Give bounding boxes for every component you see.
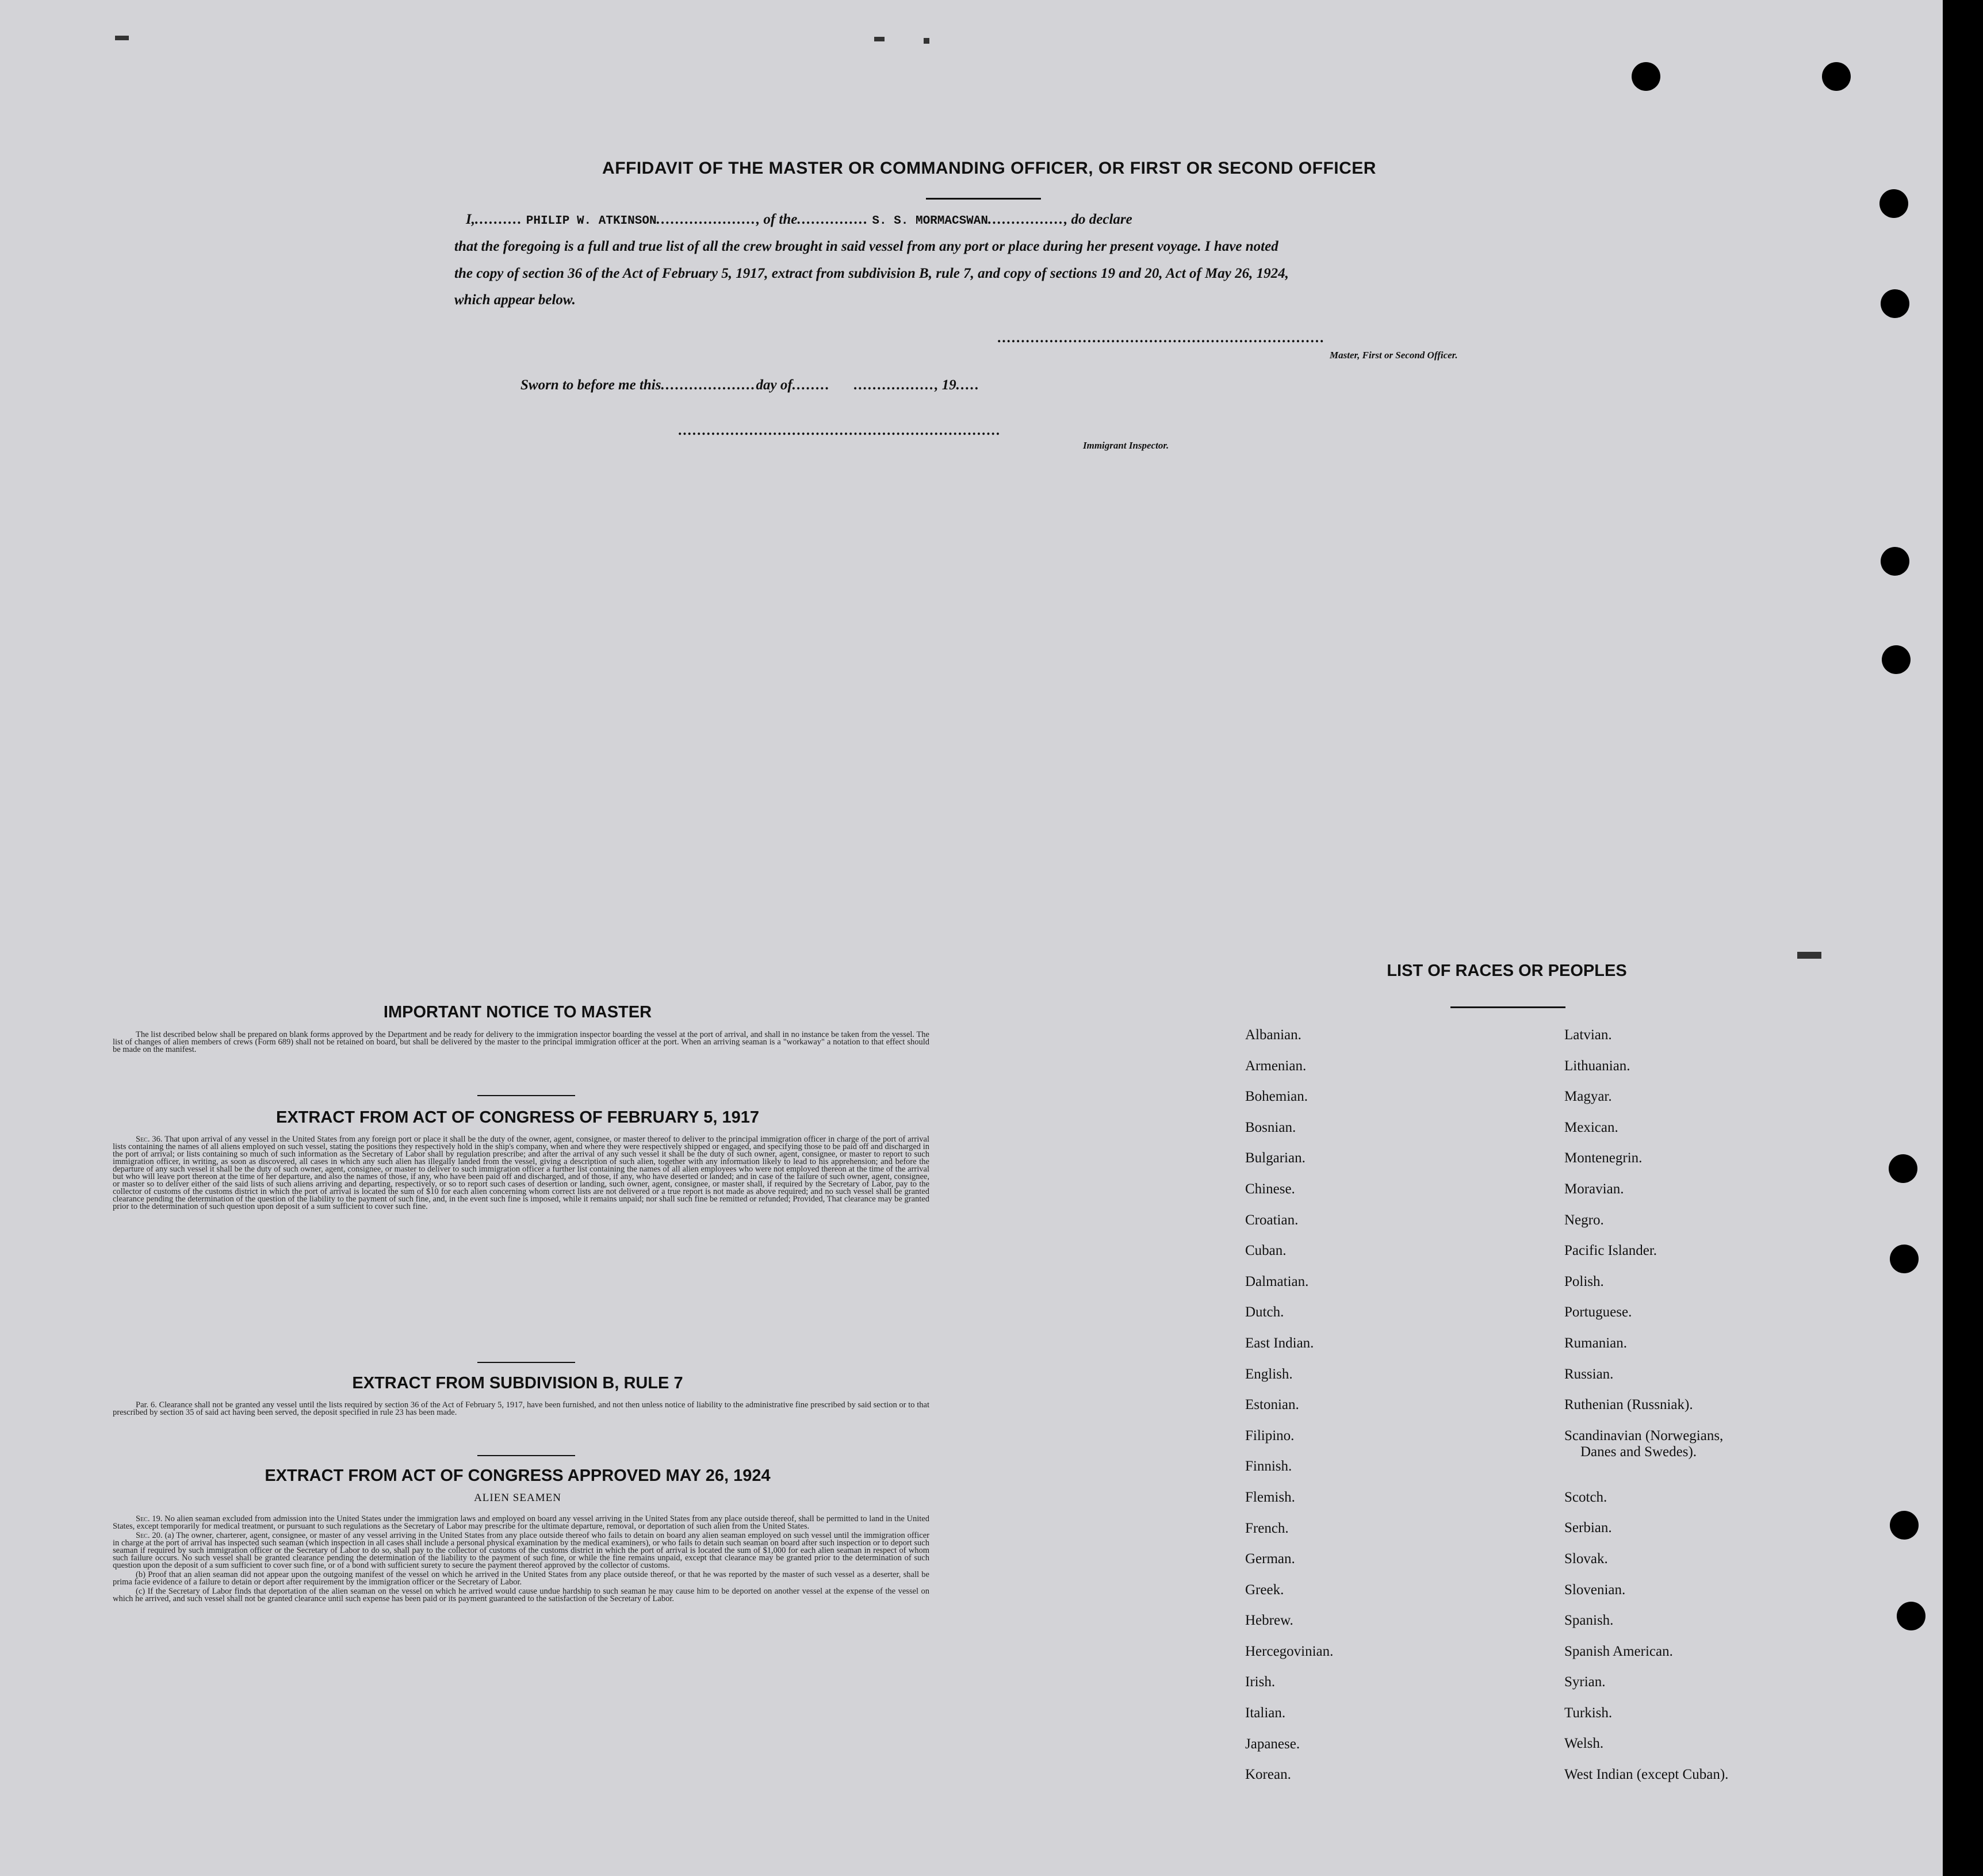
section-20b-paragraph: (b) Proof that an alien seaman did not appear upon the outgoing manifest of the vessel on which he arrived in the United States from any place outside thereof, or that he was reported by the master of such vessel as a deserter, shall be prima facie evidence of a failure to detain or deport after requirement by the immigration officer or the Secretary of Labor. — [113, 1570, 929, 1587]
inspector-caption: Immigrant Inspector. — [1083, 440, 1169, 451]
race-item: Spanish. — [1564, 1613, 1614, 1629]
race-item: Italian. — [1245, 1705, 1286, 1721]
extract-1917-body — [113, 1136, 929, 1212]
punch-hole — [1889, 1154, 1917, 1183]
race-item-multiline — [1564, 1428, 1728, 1490]
punch-hole — [1879, 189, 1908, 218]
race-item: Bulgarian. — [1245, 1150, 1306, 1166]
scan-mark — [924, 38, 929, 44]
race-item: Flemish. — [1245, 1489, 1295, 1505]
affidavit-declaration-line — [466, 212, 1132, 228]
punch-hole — [1632, 62, 1660, 91]
section-19-text: No alien seaman excluded from admission into the United States under the immigration laws and employed on board any vessel arriving in the United States from any place outside thereof, shall be permitted to land in the United States, except temporarily for medical treatment, or pursuant to such regulations as the Secretary of Labor may prescribe for the ultimate departure, removal, or deportation of such alien from the United States. — [113, 1514, 929, 1531]
sworn-prefix: Sworn to before me this — [520, 377, 661, 393]
race-item: Ruthenian (Russniak). — [1564, 1397, 1693, 1413]
race-item: West Indian (except Cuban). — [1564, 1767, 1729, 1783]
race-item-line: Scandinavian (Norwegians, — [1564, 1427, 1724, 1444]
race-item: Welsh. — [1564, 1736, 1604, 1752]
race-item: Portuguese. — [1564, 1304, 1632, 1320]
race-item: Montenegrin. — [1564, 1150, 1643, 1166]
affidavit-line-3: the copy of section 36 of the Act of February 5, 1917, extract from subdivision B, rule 7, and copy of sections 19 and 20, Act of May 26, 1924, — [454, 266, 1289, 281]
scan-mark — [1797, 952, 1821, 959]
fill-dots: .................... — [661, 377, 756, 393]
declaration-mid: , of the — [756, 212, 798, 227]
extract-1924-subtitle: ALIEN SEAMEN — [474, 1492, 561, 1504]
race-item: Syrian. — [1564, 1674, 1606, 1690]
section-label: Sec. 19. — [136, 1514, 163, 1523]
extract-1917-title: EXTRACT FROM ACT OF CONGRESS OF FEBRUARY 5, 1917 — [275, 1108, 760, 1127]
section-20a-paragraph — [113, 1532, 929, 1569]
race-item: Estonian. — [1245, 1397, 1299, 1413]
section-divider — [477, 1362, 575, 1363]
punch-hole — [1897, 1602, 1925, 1630]
affidavit-line-4: which appear below. — [454, 292, 576, 308]
races-title: LIST OF RACES OR PEOPLES — [1387, 962, 1627, 980]
declaration-suffix: , do declare — [1064, 212, 1132, 227]
race-item: Croatian. — [1245, 1212, 1299, 1228]
declaration-prefix: I, — [466, 212, 475, 227]
notice-title: IMPORTANT NOTICE TO MASTER — [383, 1003, 652, 1021]
punch-hole — [1890, 1245, 1919, 1273]
race-item: Bosnian. — [1245, 1119, 1296, 1135]
race-item: Hebrew. — [1245, 1613, 1293, 1629]
extract-rule7-body — [113, 1402, 929, 1418]
affidavit-line-2: that the foregoing is a full and true list of all the crew brought in said vessel from any port or place during her present voyage. I have noted — [454, 239, 1278, 254]
signature-caption: Master, First or Second Officer. — [1330, 350, 1458, 361]
race-item: Mexican. — [1564, 1119, 1618, 1135]
affidavit-title: AFFIDAVIT OF THE MASTER OR COMMANDING OFFICER, OR FIRST OR SECOND OFFICER — [602, 159, 1376, 178]
signature-line: ..................................................................... — [998, 330, 1326, 346]
notice-paragraph: The list described below shall be prepared on blank forms approved by the Department and be ready for delivery to the immigration inspector boarding the vessel at the port of arrival, and shall in no instance be taken from the vessel. The list of changes of alien members of crews (Form 689) shall not be retained on board, but shall be delivered by the master to the principal immigration officer at the port. When an arriving seaman is a "workaway" a notation to that effect should be made on the manifest. — [113, 1030, 929, 1054]
section-label: Sec. 20. — [136, 1531, 163, 1540]
section-20a-text: (a) The owner, charterer, agent, consignee, or master of any vessel arriving in the United States from any place outside thereof who fails to detain on board any alien seaman employed on such vessel until the immigration officer in charge at the port of arrival has inspected such seaman (which inspection in all cases shall include a personal physical examination by the medical examiners), or who fails to detain such seaman on board after such inspection or to deport such seaman if required by such immigration officer or the Secretary of Labor to do so, shall pay to the collector of customs of the customs district in which the port of arrival is located the sum of $1,000 for each alien seaman in respect of whom such failure occurs. No such vessel shall be granted clearance pending the determination of the liability to the payment of such fine, or while the fine remains unpaid, except that clearance may be granted prior to the determination of such question upon the deposit of a sum sufficient to cover such fine, or of a bond with sufficient surety to secure the payment thereof approved by the collector of customs. — [113, 1531, 929, 1570]
race-item: Chinese. — [1245, 1181, 1295, 1197]
fill-dots: ........ ................. — [792, 377, 935, 393]
inspector-signature-line: .................................................................... — [679, 423, 1001, 438]
section-19-paragraph — [113, 1515, 929, 1530]
race-item: Serbian. — [1564, 1520, 1612, 1536]
scan-mark — [874, 37, 885, 41]
race-item: English. — [1245, 1366, 1293, 1382]
race-item: Greek. — [1245, 1582, 1284, 1598]
sworn-line — [520, 377, 980, 393]
race-item: Polish. — [1564, 1273, 1604, 1289]
race-item: Slovenian. — [1564, 1582, 1626, 1598]
sworn-day-label: day of — [756, 377, 793, 393]
title-divider — [926, 198, 1041, 200]
punch-hole — [1882, 645, 1911, 674]
race-item-line: Danes and Swedes). — [1580, 1444, 1697, 1460]
section-36-paragraph — [113, 1136, 929, 1211]
punch-hole — [1881, 289, 1909, 318]
fill-dots: .......... — [474, 212, 523, 227]
race-item: Lithuanian. — [1564, 1058, 1630, 1074]
fill-dots: ..... — [956, 377, 980, 393]
race-item: Irish. — [1245, 1674, 1276, 1690]
master-name-typed: PHILIP W. ATKINSON — [526, 215, 657, 228]
races-left-column — [1245, 1027, 1333, 1798]
fill-dots: ................ — [988, 212, 1064, 227]
title-divider — [1450, 1006, 1565, 1008]
scan-mark — [115, 36, 129, 40]
race-item: Turkish. — [1564, 1705, 1613, 1721]
section-20c-paragraph: (c) If the Secretary of Labor finds that deportation of the alien seaman on the vessel on which he arrived would cause undue hardship to such seaman he may cause him to be deported on another vessel at the expense of the vessel on which he arrived, and such vessel shall not be granted clearance until such expense has been paid or its payment guaranteed to the satisfaction of the Secretary of Labor. — [113, 1587, 929, 1603]
race-item: Hercegovinian. — [1245, 1643, 1334, 1659]
race-item: Slovak. — [1564, 1550, 1608, 1567]
notice-body — [113, 1031, 929, 1055]
race-item: German. — [1245, 1551, 1295, 1567]
race-item: Dalmatian. — [1245, 1273, 1309, 1289]
fill-dots: ............... — [797, 212, 869, 227]
race-item: Filipino. — [1245, 1427, 1295, 1444]
race-item: Pacific Islander. — [1564, 1243, 1657, 1259]
race-item: Moravian. — [1564, 1181, 1624, 1197]
scan-border — [1943, 0, 1983, 1876]
race-item: Latvian. — [1564, 1027, 1612, 1043]
section-label: Sec. 36. — [136, 1135, 163, 1144]
punch-hole — [1881, 547, 1909, 576]
extract-1924-title: EXTRACT FROM ACT OF CONGRESS APPROVED MAY 26, 1924 — [265, 1467, 771, 1485]
race-item: Albanian. — [1245, 1027, 1301, 1043]
race-item: Rumanian. — [1564, 1335, 1628, 1351]
sworn-year-label: , 19 — [935, 377, 956, 393]
section-36-text: That upon arrival of any vessel in the United States from any foreign port or place it shall be the duty of the owner, agent, consignee, or master thereof to deliver to the principal immigration officer in charge of the port of arrival lists containing the names of all aliens employed on such vessel, stating the positions they respectively hold in the ship's company, when and where they were respectively shipped or engaged, and specifying those to be paid off and discharged in the port of arrival; or lists containing so much of such information as the Secretary of Labor shall by regulation prescribe; and after the arrival of any such vessel it shall be the duty of such owner, agent, consignee, or master to report to such immigration officer, in writing, as soon as discovered, all cases in which any such alien has illegally landed from the vessel, giving a description of such alien, together with any information likely to lead to his apprehension; and before the departure of any such vessel it shall be the duty of such owner, agent, consignee, or master to deliver to such immigration officer a further list containing the names of all alien employees who were not employed thereon at the time of the arrival but who will leave port thereon at the time of her departure, and also the names of those, if any, who have been paid off and discharged, and of those, if any, who have deserted or landed; and in case of the failure of such owner, agent, consignee, or master so to deliver either of the said lists of such aliens arriving and departing, respectively, or so to report such cases of desertion or landing, such owner, agent, consignee, or master shall, if required by the Secretary of Labor, pay to the collector of customs of the customs district in which the port of arrival is located the sum of $10 for each alien concerning whom correct lists are not delivered or a true report is not made as above required; and no such vessel shall be granted clearance pending the determination of the question of the liability to the payment of such fine, and, in the event such fine is imposed, while it remains unpaid; nor shall such fine be remitted or refunded; Provided, That clearance may be granted prior to the determination of such question upon deposit of a sum sufficient to cover such fine. — [113, 1135, 930, 1211]
race-item: Cuban. — [1245, 1243, 1287, 1259]
section-divider — [477, 1455, 575, 1456]
race-item: Dutch. — [1245, 1304, 1284, 1320]
punch-hole — [1822, 62, 1851, 91]
race-item: Scotch. — [1564, 1489, 1607, 1505]
race-item: French. — [1245, 1520, 1289, 1536]
race-item: Korean. — [1245, 1767, 1291, 1783]
punch-hole — [1890, 1511, 1919, 1540]
race-item: Negro. — [1564, 1212, 1604, 1228]
rule7-paragraph: Par. 6. Clearance shall not be granted any vessel until the lists required by section 36 of the Act of February 5, 1917, have been furnished, and not then unless notice of liability to the administrative fine prescribed by said section or to that prescribed by section 35 of said act having been served, the deposit specified in rule 23 has been made. — [113, 1400, 929, 1417]
race-item: Bohemian. — [1245, 1089, 1308, 1105]
extract-rule7-title: EXTRACT FROM SUBDIVISION B, RULE 7 — [352, 1374, 683, 1392]
race-item: Armenian. — [1245, 1058, 1307, 1074]
race-item: East Indian. — [1245, 1335, 1314, 1351]
section-divider — [477, 1095, 575, 1096]
extract-1924-body — [113, 1515, 929, 1605]
race-item: Magyar. — [1564, 1089, 1612, 1105]
race-item: Russian. — [1564, 1366, 1614, 1382]
fill-dots: ..................... — [656, 212, 756, 227]
races-right-column — [1564, 1027, 1728, 1798]
race-item: Spanish American. — [1564, 1643, 1673, 1659]
vessel-name-typed: S. S. MORMACSWAN — [872, 215, 988, 228]
race-item: Japanese. — [1245, 1736, 1300, 1752]
race-item: Finnish. — [1245, 1458, 1292, 1475]
